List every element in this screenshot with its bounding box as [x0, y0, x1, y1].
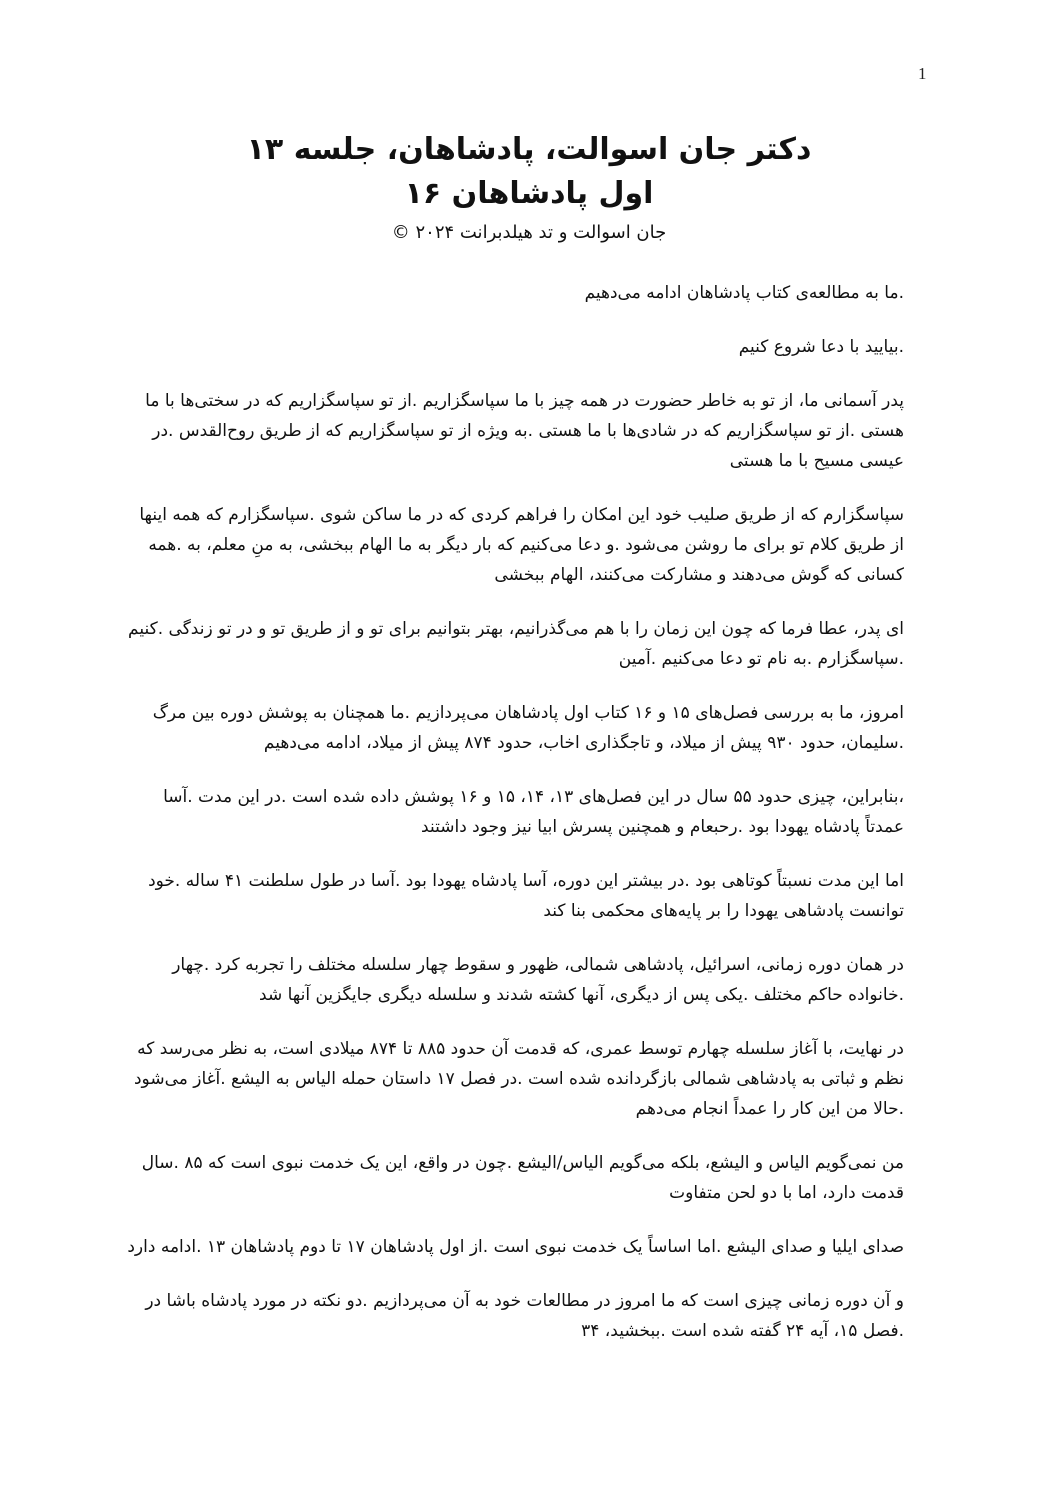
paragraph: ،بنابراین، چیزی حدود ۵۵ سال در این فصل‌های ۱۳، ۱۴، ۱۵ و ۱۶ پوشش داده شده است .در این مدت .آسا عمدتاً پادشاه یهودا بود .رحبعام و همچنین پسرش ابیا نیز وجود داشتند: [163, 787, 904, 837]
document-body: [124, 278, 904, 1370]
title-block: [120, 128, 938, 248]
paragraph: در نهایت، با آغاز سلسله چهارم توسط عمری، که قدمت آن حدود ۸۸۵ تا ۸۷۴ میلادی است، به نظر می‌رسد که نظم و ثباتی به پادشاهی شمالی بازگردانده شده است .در فصل ۱۷ داستان حمله الیاس به الیشع .آغاز می‌شود .حالا من این کار را عمداً انجام می‌دهم: [133, 1039, 904, 1119]
page-subtitle-chapter: اول پادشاهان ۱۶: [404, 176, 654, 211]
paragraph: صدای ایلیا و صدای الیشع .اما اساساً یک خدمت نبوی است .از اول پادشاهان ۱۷ تا دوم پادشاهان ۱۳ .ادامه دارد: [127, 1237, 904, 1257]
page-title: دکتر جان اسوالت، پادشاهان، جلسه ۱۳: [246, 132, 812, 167]
paragraph: و آن دوره زمانی چیزی است که ما امروز در مطالعات خود به آن می‌پردازیم .دو نکته در مورد پادشاه باشا در .فصل ۱۵، آیه ۲۴ گفته شده است .ببخشید، ۳۴: [145, 1291, 904, 1341]
paragraph: ای پدر، عطا فرما که چون این زمان را با هم می‌گذرانیم، بهتر بتوانیم برای تو و از طریق تو و در تو زندگی .کنیم .سپاسگزارم .به نام تو دعا می‌کنیم .آمین: [128, 619, 904, 669]
paragraph: امروز، ما به بررسی فصل‌های ۱۵ و ۱۶ کتاب اول پادشاهان می‌پردازیم .ما همچنان به پوشش دوره بین مرگ .سلیمان، حدود ۹۳۰ پیش از میلاد، و تاجگذاری اخاب، حدود ۸۷۴ پیش از میلاد، ادامه می‌دهیم: [152, 703, 904, 753]
paragraph: .ما به مطالعه‌ی کتاب پادشاهان ادامه می‌دهیم: [584, 283, 904, 303]
paragraph: در همان دوره زمانی، اسرائیل، پادشاهی شمالی، ظهور و سقوط چهار سلسله مختلف را تجربه کرد .چهار .خانواده حاکم مختلف .یکی پس از دیگری، آنها کشته شدند و سلسله دیگری جایگزین آنها شد: [172, 955, 904, 1005]
paragraph: اما این مدت نسبتاً کوتاهی بود .در بیشتر این دوره، آسا پادشاه یهودا بود .آسا در طول سلطنت ۴۱ ساله .خود توانست پادشاهی یهودا را بر پایه‌های محکمی بنا کند: [148, 871, 904, 921]
paragraph: پدر آسمانی ما، از تو به خاطر حضورت در همه چیز با ما سپاسگزاریم .از تو سپاسگزاریم که در سختی‌ها با ما هستی .از تو سپاسگزاریم که در شادی‌ها با ما هستی .به ویژه از تو سپاسگزاریم که از طریق روح‌القدس .در عیسی مسیح با ما هستی: [145, 391, 904, 471]
page-number: 1: [918, 64, 927, 83]
paragraph: .بیایید با دعا شروع کنیم: [738, 337, 904, 357]
paragraph: من نمی‌گویم الیاس و الیشع، بلکه می‌گویم الیاس/الیشع .چون در واقع، این یک خدمت نبوی است که ۸۵ .سال قدمت دارد، اما با دو لحن متفاوت: [141, 1153, 904, 1203]
copyright-line: جان اسوالت و تد هیلدبرانت ۲۰۲۴ ©: [391, 222, 667, 243]
paragraph: سپاسگزارم که از طریق صلیب خود این امکان را فراهم کردی که در ما ساکن شوی .سپاسگزارم که همه اینها از طریق کلام تو برای ما روشن می‌شود .و دعا می‌کنیم که بار دیگر به ما الهام ببخشی، به منِ معلم، به .همه کسانی که گوش می‌دهند و مشارکت می‌کنند، الهام ببخشی: [139, 505, 904, 585]
